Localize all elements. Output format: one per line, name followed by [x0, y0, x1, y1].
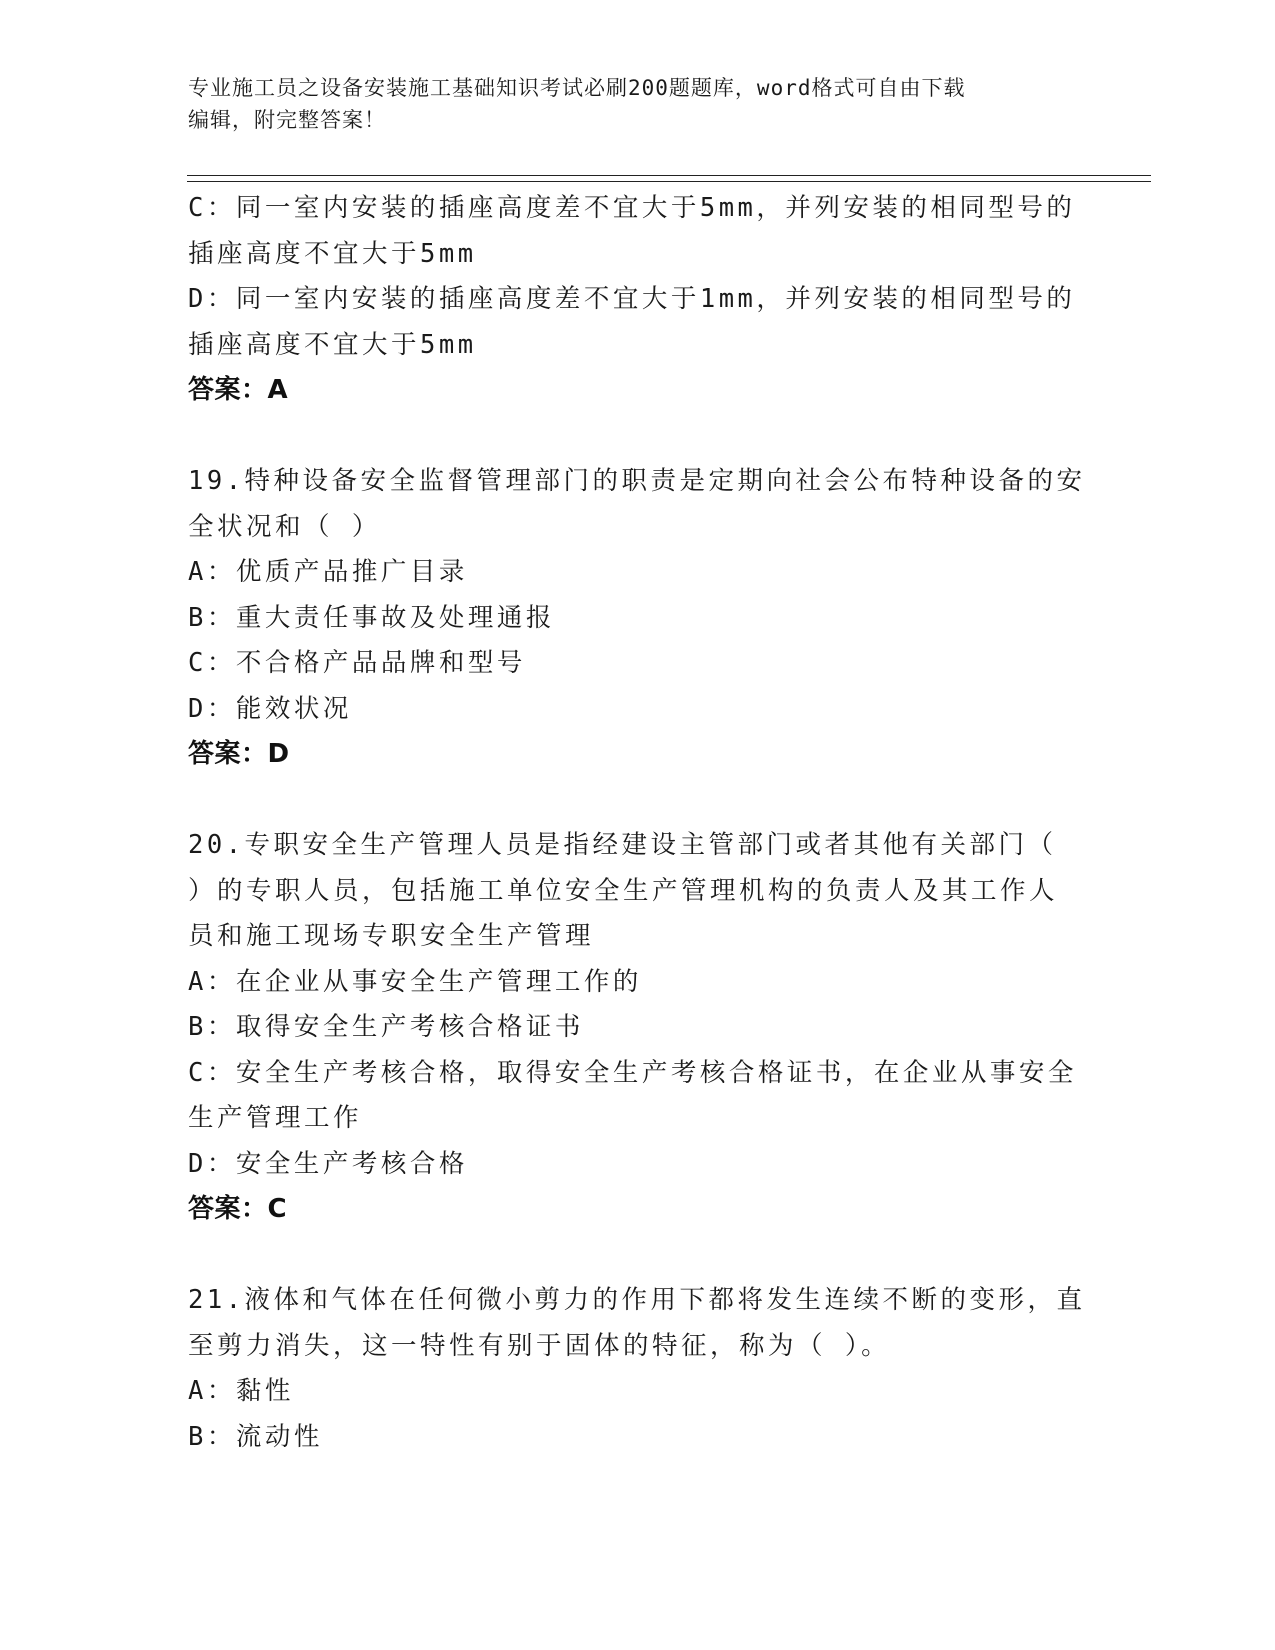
question-stem-line3: 员和施工现场专职安全生产管理 [188, 921, 595, 951]
option-c: C：不合格产品品牌和型号 [188, 648, 526, 678]
question-stem-line1: 21.液体和气体在任何微小剪力的作用下都将发生连续不断的变形，直 [188, 1285, 1086, 1315]
question-stem-line1: 19.特种设备安全监督管理部门的职责是定期向社会公布特种设备的安 [188, 466, 1086, 496]
question-21 [188, 1278, 1088, 1460]
question-stem-line2: 全状况和（ ） [188, 511, 381, 542]
option-c-line2: 生产管理工作 [188, 1103, 363, 1133]
option-d-line1: D：同一室内安装的插座高度差不宜大于1mm，并列安装的相同型号的 [188, 284, 1076, 314]
document-header [188, 72, 1078, 136]
spacer [188, 1233, 1088, 1279]
option-c-line2: 插座高度不宜大于5mm [188, 238, 477, 269]
question-stem-line1: 20.专职安全生产管理人员是指经建设主管部门或者其他有关部门（ [188, 830, 1057, 860]
header-title-line1: 专业施工员之设备安装施工基础知识考试必刷200题题库，word格式可自由下载 [188, 76, 966, 100]
answer: 答案：C [188, 1194, 288, 1224]
option-b: B：流动性 [188, 1421, 323, 1452]
question-stem-line2: 至剪力消失，这一特性有别于固体的特征，称为（ ）。 [188, 1330, 891, 1361]
spacer [188, 414, 1088, 460]
answer: 答案：D [188, 739, 290, 769]
option-c-line1: C：安全生产考核合格，取得安全生产考核合格证书，在企业从事安全 [188, 1057, 1077, 1088]
option-d: D：安全生产考核合格 [188, 1148, 468, 1179]
header-divider-top [187, 175, 1151, 176]
option-c-line1: C：同一室内安装的插座高度差不宜大于5mm，并列安装的相同型号的 [188, 193, 1076, 223]
question-20 [188, 823, 1088, 1233]
answer: 答案：A [188, 375, 289, 405]
header-divider-bottom [187, 181, 1151, 182]
option-d-line2: 插座高度不宜大于5mm [188, 329, 477, 360]
question-18-tail [188, 186, 1088, 414]
option-b: B：取得安全生产考核合格证书 [188, 1012, 584, 1042]
spacer [188, 778, 1088, 824]
option-d: D：能效状况 [188, 693, 352, 724]
question-list [188, 186, 1088, 1460]
header-title-line2: 编辑，附完整答案！ [188, 108, 386, 132]
option-b: B：重大责任事故及处理通报 [188, 602, 555, 633]
option-a: A：黏性 [188, 1376, 294, 1406]
option-a: A：优质产品推广目录 [188, 557, 468, 587]
question-stem-line2: ）的专职人员，包括施工单位安全生产管理机构的负责人及其工作人 [188, 875, 1059, 906]
option-a: A：在企业从事安全生产管理工作的 [188, 966, 642, 997]
question-19 [188, 459, 1088, 778]
